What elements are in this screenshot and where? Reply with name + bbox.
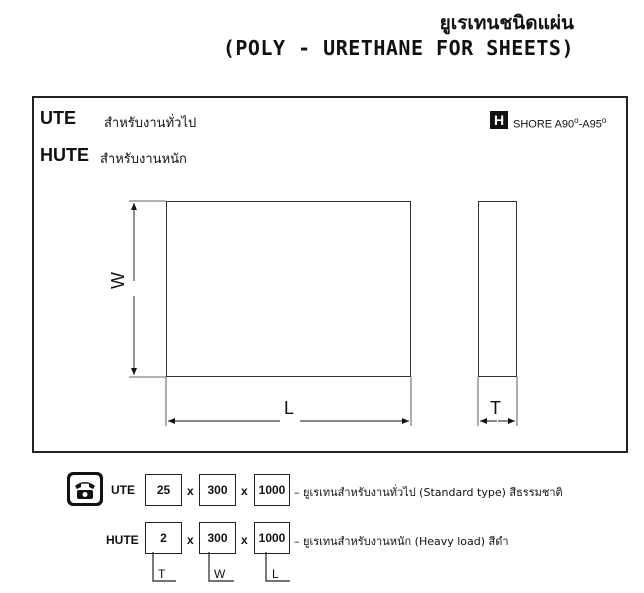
hute-description: สำหรับงานหนัก (100, 152, 187, 167)
length-dimension-label: L (284, 398, 295, 418)
order-label-length: L (272, 567, 279, 581)
ute-description: สำหรับงานทั่วไป (104, 116, 197, 131)
ute-code: UTE (40, 108, 76, 128)
page-title-thai: ยูเรเทนชนิดแผ่น (439, 12, 574, 34)
shore-hardness-icon: H (490, 111, 508, 129)
multiply-sign: x (241, 484, 248, 498)
hute-width-box: 300 (199, 522, 236, 554)
thickness-dimension-label: T (490, 398, 501, 418)
hute-code: HUTE (40, 145, 89, 165)
hute-order-description: – ยูเรเทนสำหรับงานหนัก (Heavy load) สีดำ (294, 535, 509, 548)
shore-hardness-label: SHORE A90$^o$-A95$^o$ (513, 116, 607, 131)
multiply-sign: x (241, 533, 248, 547)
order-label-width: W (214, 567, 226, 581)
order-row-hute-code: HUTE (106, 533, 139, 547)
ute-order-description: – ยูเรเทนสำหรับงานทั่วไป (Standard type) สีธรรมชาติ (294, 486, 563, 499)
ute-width-box: 300 (199, 474, 236, 506)
hute-thickness-box: 2 (145, 522, 182, 554)
order-label-thickness: T (158, 567, 166, 581)
width-dimension-label: W (108, 272, 128, 289)
page-title-english: (POLY - URETHANE FOR SHEETS) (222, 36, 574, 60)
order-row-ute-code: UTE (111, 483, 135, 497)
hute-length-box: 1000 (254, 522, 290, 554)
ute-length-box: 1000 (254, 474, 290, 506)
telephone-icon (67, 472, 103, 506)
ute-thickness-box: 25 (145, 474, 182, 506)
multiply-sign: x (187, 484, 194, 498)
multiply-sign: x (187, 533, 194, 547)
